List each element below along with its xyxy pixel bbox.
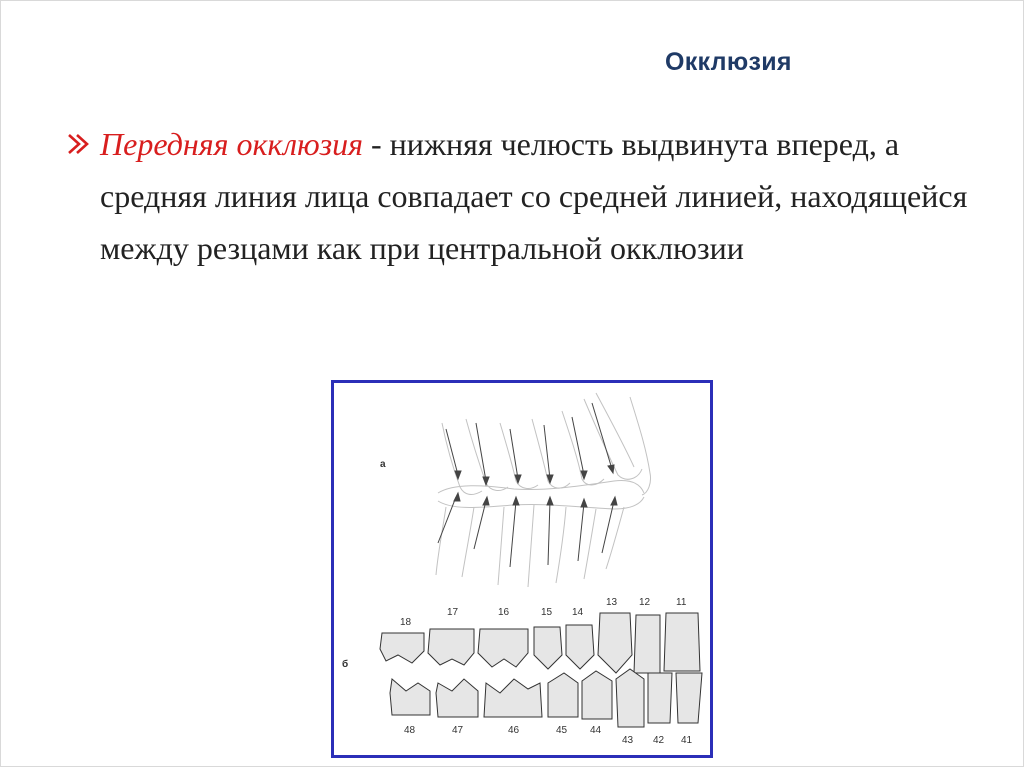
tooth-46	[484, 679, 542, 717]
bullet-arrow-icon	[65, 131, 95, 157]
tooth-45	[548, 673, 578, 717]
slide-title: Окклюзия	[665, 48, 792, 76]
tooth-label-lower: 45	[556, 725, 568, 736]
occlusion-diagram	[334, 383, 710, 755]
occlusion-figure	[331, 380, 713, 758]
tooth-label-upper: 11	[676, 597, 687, 608]
lower-teeth-labels	[404, 725, 693, 746]
tooth-label-lower: 43	[622, 735, 634, 746]
tooth-label-upper: 14	[572, 607, 584, 618]
upper-teeth-row	[380, 613, 700, 673]
tooth-15	[534, 627, 562, 669]
bullet-text	[65, 118, 985, 274]
bullet-description: - нижняя челюсть выдвинута вперед, а средняя линия лица совпадает со средней линией, находящейся между резцами как при центральной окклюзии	[100, 126, 968, 266]
tooth-43	[616, 669, 644, 727]
tooth-label-upper: 13	[606, 597, 618, 608]
tooth-label-lower: 44	[590, 725, 602, 736]
bullet-item	[65, 118, 985, 274]
tooth-44	[582, 671, 612, 719]
tooth-13	[598, 613, 632, 673]
tooth-label-upper: 15	[541, 607, 553, 618]
tooth-12	[634, 615, 660, 673]
tooth-label-lower: 46	[508, 725, 520, 736]
tooth-17	[428, 629, 474, 665]
side-view-teeth-sketch	[436, 393, 651, 587]
tooth-label-lower: 42	[653, 735, 665, 746]
tooth-label-upper: 16	[498, 607, 510, 618]
tooth-label-lower: 41	[681, 735, 693, 746]
tooth-label-lower: 48	[404, 725, 416, 736]
label-a: а	[380, 459, 386, 470]
tooth-42	[648, 673, 672, 723]
tooth-label-upper: 18	[400, 617, 412, 628]
tooth-11	[664, 613, 700, 671]
tooth-label-upper: 12	[639, 597, 651, 608]
tooth-label-lower: 47	[452, 725, 464, 736]
tooth-47	[436, 679, 478, 717]
tooth-14	[566, 625, 594, 669]
bullet-term: Передняя окклюзия	[100, 126, 363, 162]
tooth-48	[390, 679, 430, 715]
label-b: б	[342, 659, 349, 670]
tooth-18	[380, 633, 424, 663]
tooth-16	[478, 629, 528, 667]
tooth-label-upper: 17	[447, 607, 459, 618]
tooth-41	[676, 673, 702, 723]
lower-teeth-row	[390, 669, 702, 727]
